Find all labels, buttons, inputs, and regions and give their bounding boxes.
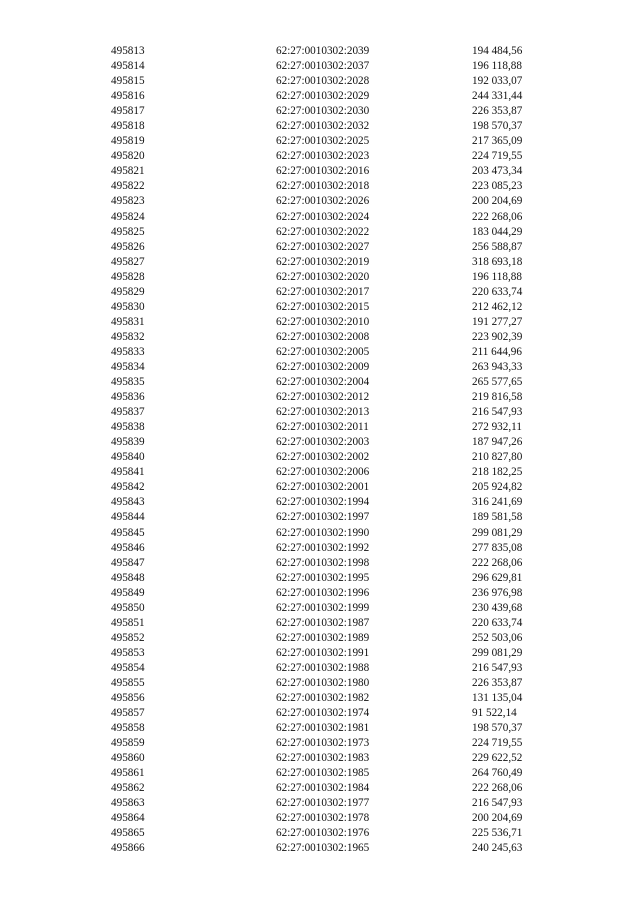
cadastral-value: 131 135,04 <box>472 692 523 705</box>
cadastral-number: 62:27:0010302:2020 <box>276 270 370 283</box>
table-row <box>0 194 640 209</box>
table-row <box>0 601 640 616</box>
table-row <box>0 149 640 164</box>
row-number: 495842 <box>111 481 145 494</box>
cadastral-value: 230 439,68 <box>472 601 523 614</box>
table-row <box>0 134 640 149</box>
row-number: 495859 <box>111 737 145 750</box>
row-number: 495845 <box>111 526 145 539</box>
cadastral-number: 62:27:0010302:2029 <box>276 90 370 103</box>
table-row <box>0 706 640 721</box>
cadastral-number: 62:27:0010302:2037 <box>276 60 370 73</box>
cadastral-value: 219 816,58 <box>472 391 523 404</box>
cadastral-value: 216 547,93 <box>472 661 523 674</box>
cadastral-value: 263 943,33 <box>472 360 523 373</box>
cadastral-number: 62:27:0010302:2002 <box>276 451 370 464</box>
table-row <box>0 450 640 465</box>
cadastral-number: 62:27:0010302:2030 <box>276 105 370 118</box>
table-row <box>0 541 640 556</box>
cadastral-number: 62:27:0010302:1980 <box>276 676 370 689</box>
cadastral-value: 226 353,87 <box>472 676 523 689</box>
row-number: 495832 <box>111 330 145 343</box>
cadastral-number: 62:27:0010302:2032 <box>276 120 370 133</box>
cadastral-number: 62:27:0010302:2016 <box>276 165 370 178</box>
table-row <box>0 390 640 405</box>
cadastral-number: 62:27:0010302:1965 <box>276 842 370 855</box>
cadastral-value: 299 081,29 <box>472 646 523 659</box>
row-number: 495818 <box>111 120 145 133</box>
row-number: 495826 <box>111 240 145 253</box>
cadastral-value: 196 118,88 <box>472 60 522 73</box>
table-row <box>0 255 640 270</box>
cadastral-value: 222 268,06 <box>472 556 523 569</box>
row-number: 495825 <box>111 225 145 238</box>
row-number: 495841 <box>111 466 145 479</box>
row-number: 495813 <box>111 45 145 57</box>
cadastral-value: 223 902,39 <box>472 330 523 343</box>
row-number: 495838 <box>111 421 145 434</box>
cadastral-value: 318 693,18 <box>472 255 523 268</box>
row-number: 495847 <box>111 556 145 569</box>
table-row <box>0 781 640 796</box>
table-row <box>0 59 640 74</box>
cadastral-value: 212 462,12 <box>472 300 523 313</box>
row-number: 495855 <box>111 676 145 689</box>
cadastral-value: 229 622,52 <box>472 752 523 765</box>
cadastral-number: 62:27:0010302:2024 <box>276 210 370 223</box>
cadastral-value: 296 629,81 <box>472 571 523 584</box>
cadastral-number: 62:27:0010302:1974 <box>276 707 370 720</box>
row-number: 495835 <box>111 376 145 389</box>
cadastral-value: 196 118,88 <box>472 270 522 283</box>
cadastral-value: 224 719,55 <box>472 737 523 750</box>
cadastral-value: 183 044,29 <box>472 225 523 238</box>
row-number: 495819 <box>111 135 145 148</box>
table-row <box>0 721 640 736</box>
row-number: 495836 <box>111 391 145 404</box>
row-number: 495827 <box>111 255 145 268</box>
cadastral-number: 62:27:0010302:1977 <box>276 797 370 810</box>
cadastral-number: 62:27:0010302:1976 <box>276 827 370 840</box>
row-number: 495865 <box>111 827 145 840</box>
cadastral-value: 226 353,87 <box>472 105 523 118</box>
row-number: 495846 <box>111 541 145 554</box>
row-number: 495839 <box>111 436 145 449</box>
cadastral-value: 198 570,37 <box>472 120 523 133</box>
cadastral-value: 194 484,56 <box>472 45 523 57</box>
cadastral-number: 62:27:0010302:2012 <box>276 391 370 404</box>
row-number: 495834 <box>111 360 145 373</box>
table-row <box>0 210 640 225</box>
cadastral-number: 62:27:0010302:2017 <box>276 285 370 298</box>
table-row <box>0 571 640 586</box>
cadastral-number: 62:27:0010302:1992 <box>276 541 370 554</box>
cadastral-number: 62:27:0010302:2009 <box>276 360 370 373</box>
cadastral-number: 62:27:0010302:2028 <box>276 75 370 88</box>
cadastral-value: 203 473,34 <box>472 165 523 178</box>
table-row <box>0 74 640 89</box>
table-row <box>0 556 640 571</box>
cadastral-number: 62:27:0010302:1996 <box>276 586 370 599</box>
row-number: 495823 <box>111 195 145 208</box>
row-number: 495850 <box>111 601 145 614</box>
row-number: 495844 <box>111 511 145 524</box>
cadastral-value: 220 633,74 <box>472 616 523 629</box>
cadastral-number: 62:27:0010302:1982 <box>276 692 370 705</box>
cadastral-number: 62:27:0010302:1985 <box>276 767 370 780</box>
row-number: 495853 <box>111 646 145 659</box>
row-number: 495820 <box>111 150 145 163</box>
cadastral-number: 62:27:0010302:2022 <box>276 225 370 238</box>
cadastral-number: 62:27:0010302:1994 <box>276 496 370 509</box>
document-table <box>0 44 640 857</box>
cadastral-value: 192 033,07 <box>472 75 523 88</box>
cadastral-number: 62:27:0010302:2013 <box>276 406 370 419</box>
row-number: 495866 <box>111 842 145 855</box>
cadastral-number: 62:27:0010302:2026 <box>276 195 370 208</box>
cadastral-number: 62:27:0010302:2004 <box>276 376 370 389</box>
cadastral-number: 62:27:0010302:2015 <box>276 300 370 313</box>
cadastral-number: 62:27:0010302:1978 <box>276 812 370 825</box>
cadastral-value: 272 932,11 <box>472 421 522 434</box>
row-number: 495857 <box>111 707 145 720</box>
row-number: 495860 <box>111 752 145 765</box>
table-row <box>0 104 640 119</box>
cadastral-value: 240 245,63 <box>472 842 523 855</box>
cadastral-value: 200 204,69 <box>472 812 523 825</box>
cadastral-number: 62:27:0010302:1997 <box>276 511 370 524</box>
cadastral-value: 256 588,87 <box>472 240 523 253</box>
row-number: 495822 <box>111 180 145 193</box>
table-row <box>0 646 640 661</box>
table-row <box>0 631 640 646</box>
cadastral-number: 62:27:0010302:2003 <box>276 436 370 449</box>
cadastral-value: 299 081,29 <box>472 526 523 539</box>
table-row <box>0 44 640 59</box>
table-row <box>0 736 640 751</box>
table-row <box>0 495 640 510</box>
row-number: 495858 <box>111 722 145 735</box>
table-row <box>0 811 640 826</box>
cadastral-number: 62:27:0010302:2019 <box>276 255 370 268</box>
cadastral-number: 62:27:0010302:2006 <box>276 466 370 479</box>
table-row <box>0 826 640 841</box>
cadastral-value: 216 547,93 <box>472 406 523 419</box>
row-number: 495840 <box>111 451 145 464</box>
cadastral-number: 62:27:0010302:1987 <box>276 616 370 629</box>
row-number: 495837 <box>111 406 145 419</box>
cadastral-number: 62:27:0010302:2018 <box>276 180 370 193</box>
table-row <box>0 796 640 811</box>
cadastral-number: 62:27:0010302:1973 <box>276 737 370 750</box>
cadastral-value: 225 536,71 <box>472 827 523 840</box>
cadastral-number: 62:27:0010302:1999 <box>276 601 370 614</box>
row-number: 495863 <box>111 797 145 810</box>
cadastral-number: 62:27:0010302:2008 <box>276 330 370 343</box>
row-number: 495817 <box>111 105 145 118</box>
table-row <box>0 766 640 781</box>
table-row <box>0 119 640 134</box>
row-number: 495861 <box>111 767 145 780</box>
cadastral-number: 62:27:0010302:2005 <box>276 345 370 358</box>
cadastral-number: 62:27:0010302:2011 <box>276 421 369 434</box>
cadastral-number: 62:27:0010302:1981 <box>276 722 370 735</box>
table-row <box>0 179 640 194</box>
table-row <box>0 586 640 601</box>
row-number: 495862 <box>111 782 145 795</box>
table-row <box>0 315 640 330</box>
cadastral-value: 265 577,65 <box>472 376 523 389</box>
table-row <box>0 360 640 375</box>
cadastral-number: 62:27:0010302:2025 <box>276 135 370 148</box>
table-row <box>0 751 640 766</box>
table-row <box>0 691 640 706</box>
cadastral-value: 222 268,06 <box>472 210 523 223</box>
cadastral-number: 62:27:0010302:1983 <box>276 752 370 765</box>
table-row <box>0 420 640 435</box>
cadastral-number: 62:27:0010302:1990 <box>276 526 370 539</box>
cadastral-number: 62:27:0010302:2039 <box>276 45 370 57</box>
table-row <box>0 375 640 390</box>
cadastral-value: 189 581,58 <box>472 511 523 524</box>
table-row <box>0 616 640 631</box>
cadastral-number: 62:27:0010302:1998 <box>276 556 370 569</box>
cadastral-number: 62:27:0010302:1991 <box>276 646 370 659</box>
table-row <box>0 270 640 285</box>
cadastral-value: 224 719,55 <box>472 150 523 163</box>
row-number: 495816 <box>111 90 145 103</box>
cadastral-value: 200 204,69 <box>472 195 523 208</box>
cadastral-value: 217 365,09 <box>472 135 523 148</box>
cadastral-number: 62:27:0010302:2023 <box>276 150 370 163</box>
table-row <box>0 164 640 179</box>
table-row <box>0 330 640 345</box>
cadastral-number: 62:27:0010302:2027 <box>276 240 370 253</box>
cadastral-number: 62:27:0010302:2010 <box>276 315 370 328</box>
cadastral-value: 236 976,98 <box>472 586 523 599</box>
cadastral-value: 220 633,74 <box>472 285 523 298</box>
row-number: 495848 <box>111 571 145 584</box>
row-number: 495864 <box>111 812 145 825</box>
cadastral-value: 198 570,37 <box>472 722 523 735</box>
row-number: 495831 <box>111 315 145 328</box>
cadastral-value: 191 277,27 <box>472 315 523 328</box>
table-row <box>0 89 640 104</box>
row-number: 495828 <box>111 270 145 283</box>
cadastral-number: 62:27:0010302:1989 <box>276 631 370 644</box>
cadastral-value: 264 760,49 <box>472 767 523 780</box>
row-number: 495815 <box>111 75 145 88</box>
row-number: 495821 <box>111 165 145 178</box>
row-number: 495851 <box>111 616 145 629</box>
cadastral-value: 316 241,69 <box>472 496 523 509</box>
cadastral-number: 62:27:0010302:2001 <box>276 481 370 494</box>
table-row <box>0 300 640 315</box>
table-row <box>0 480 640 495</box>
table-row <box>0 676 640 691</box>
table-row <box>0 841 640 856</box>
row-number: 495833 <box>111 345 145 358</box>
cadastral-value: 244 331,44 <box>472 90 523 103</box>
row-number: 495849 <box>111 586 145 599</box>
table-row <box>0 526 640 541</box>
cadastral-value: 252 503,06 <box>472 631 523 644</box>
cadastral-value: 187 947,26 <box>472 436 523 449</box>
table-row <box>0 225 640 240</box>
cadastral-value: 218 182,25 <box>472 466 523 479</box>
cadastral-number: 62:27:0010302:1984 <box>276 782 370 795</box>
table-row <box>0 285 640 300</box>
cadastral-value: 210 827,80 <box>472 451 523 464</box>
cadastral-value: 216 547,93 <box>472 797 523 810</box>
table-row <box>0 465 640 480</box>
table-row <box>0 405 640 420</box>
cadastral-value: 277 835,08 <box>472 541 523 554</box>
row-number: 495824 <box>111 210 145 223</box>
row-number: 495854 <box>111 661 145 674</box>
row-number: 495829 <box>111 285 145 298</box>
row-number: 495830 <box>111 300 145 313</box>
table-row <box>0 510 640 525</box>
cadastral-value: 223 085,23 <box>472 180 523 193</box>
table-row <box>0 661 640 676</box>
cadastral-value: 222 268,06 <box>472 782 523 795</box>
cadastral-value: 205 924,82 <box>472 481 523 494</box>
row-number: 495843 <box>111 496 145 509</box>
row-number: 495856 <box>111 692 145 705</box>
cadastral-value: 91 522,14 <box>472 707 517 720</box>
cadastral-number: 62:27:0010302:1995 <box>276 571 370 584</box>
table-row <box>0 240 640 255</box>
row-number: 495852 <box>111 631 145 644</box>
table-row <box>0 435 640 450</box>
cadastral-value: 211 644,96 <box>472 345 522 358</box>
cadastral-number: 62:27:0010302:1988 <box>276 661 370 674</box>
row-number: 495814 <box>111 60 145 73</box>
table-row <box>0 345 640 360</box>
